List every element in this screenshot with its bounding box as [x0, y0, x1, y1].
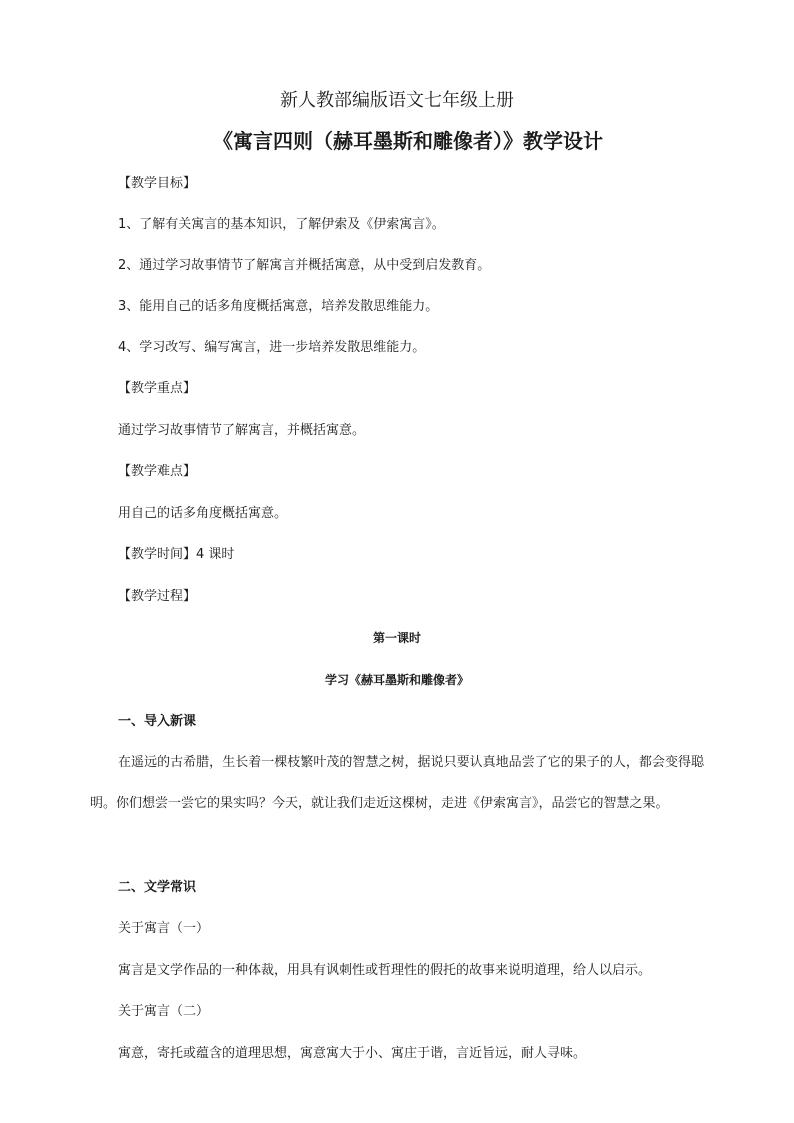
about-1-label: 关于寓言（一） — [118, 921, 210, 936]
difficulty-heading: 【教学难点】 — [118, 464, 197, 479]
about-2-text: 寓意，寄托或蕴含的道理思想，寓意寓大于小、寓庄于谐，言近旨远，耐人寻味。 — [118, 1046, 587, 1061]
focus-heading: 【教学重点】 — [118, 381, 197, 396]
about-1-text: 寓言是文学作品的一种体裁，用具有讽刺性或哲理性的假托的故事来说明道理，给人以启示。 — [118, 963, 652, 978]
goal-item-1: 1、了解有关寓言的基本知识，了解伊索及《伊索寓言》。 — [118, 217, 445, 232]
section-2-heading: 二、文学常识 — [118, 880, 197, 895]
section-1-text: 在遥远的古希腊，生长着一棵枝繁叶茂的智慧之树，据说只要认真地品尝了它的果子的人，都会变得聪明。你们想尝一尝它的果实吗？今天，就让我们走近这棵树，走进《伊索寓言》，品尝它的智慧之果。 — [90, 755, 704, 811]
document-subtitle: 新人教部编版语文七年级上册 — [280, 90, 514, 111]
section-1-paragraph — [90, 742, 704, 824]
focus-text: 通过学习故事情节了解寓言，并概括寓意。 — [118, 423, 366, 438]
goal-item-3: 3、能用自己的话多角度概括寓意，培养发散思维能力。 — [118, 299, 439, 314]
section-1-heading: 一、导入新课 — [118, 714, 197, 729]
time-label: 【教学时间】4 课时 — [118, 547, 235, 562]
lesson-subtitle: 学习《赫耳墨斯和雕像者》 — [324, 673, 469, 687]
difficulty-text: 用自己的话多角度概括寓意。 — [118, 506, 288, 521]
goals-heading: 【教学目标】 — [118, 176, 197, 191]
about-2-label: 关于寓言（二） — [118, 1004, 210, 1019]
lesson-title: 第一课时 — [372, 631, 421, 645]
goal-item-4: 4、学习改写、编写寓言，进一步培养发散思维能力。 — [118, 340, 426, 355]
process-heading: 【教学过程】 — [118, 589, 197, 604]
document-title: 《寓言四则（赫耳墨斯和雕像者）》教学设计 — [213, 129, 603, 153]
goal-item-2: 2、通过学习故事情节了解寓言并概括寓意，从中受到启发教育。 — [118, 258, 491, 273]
